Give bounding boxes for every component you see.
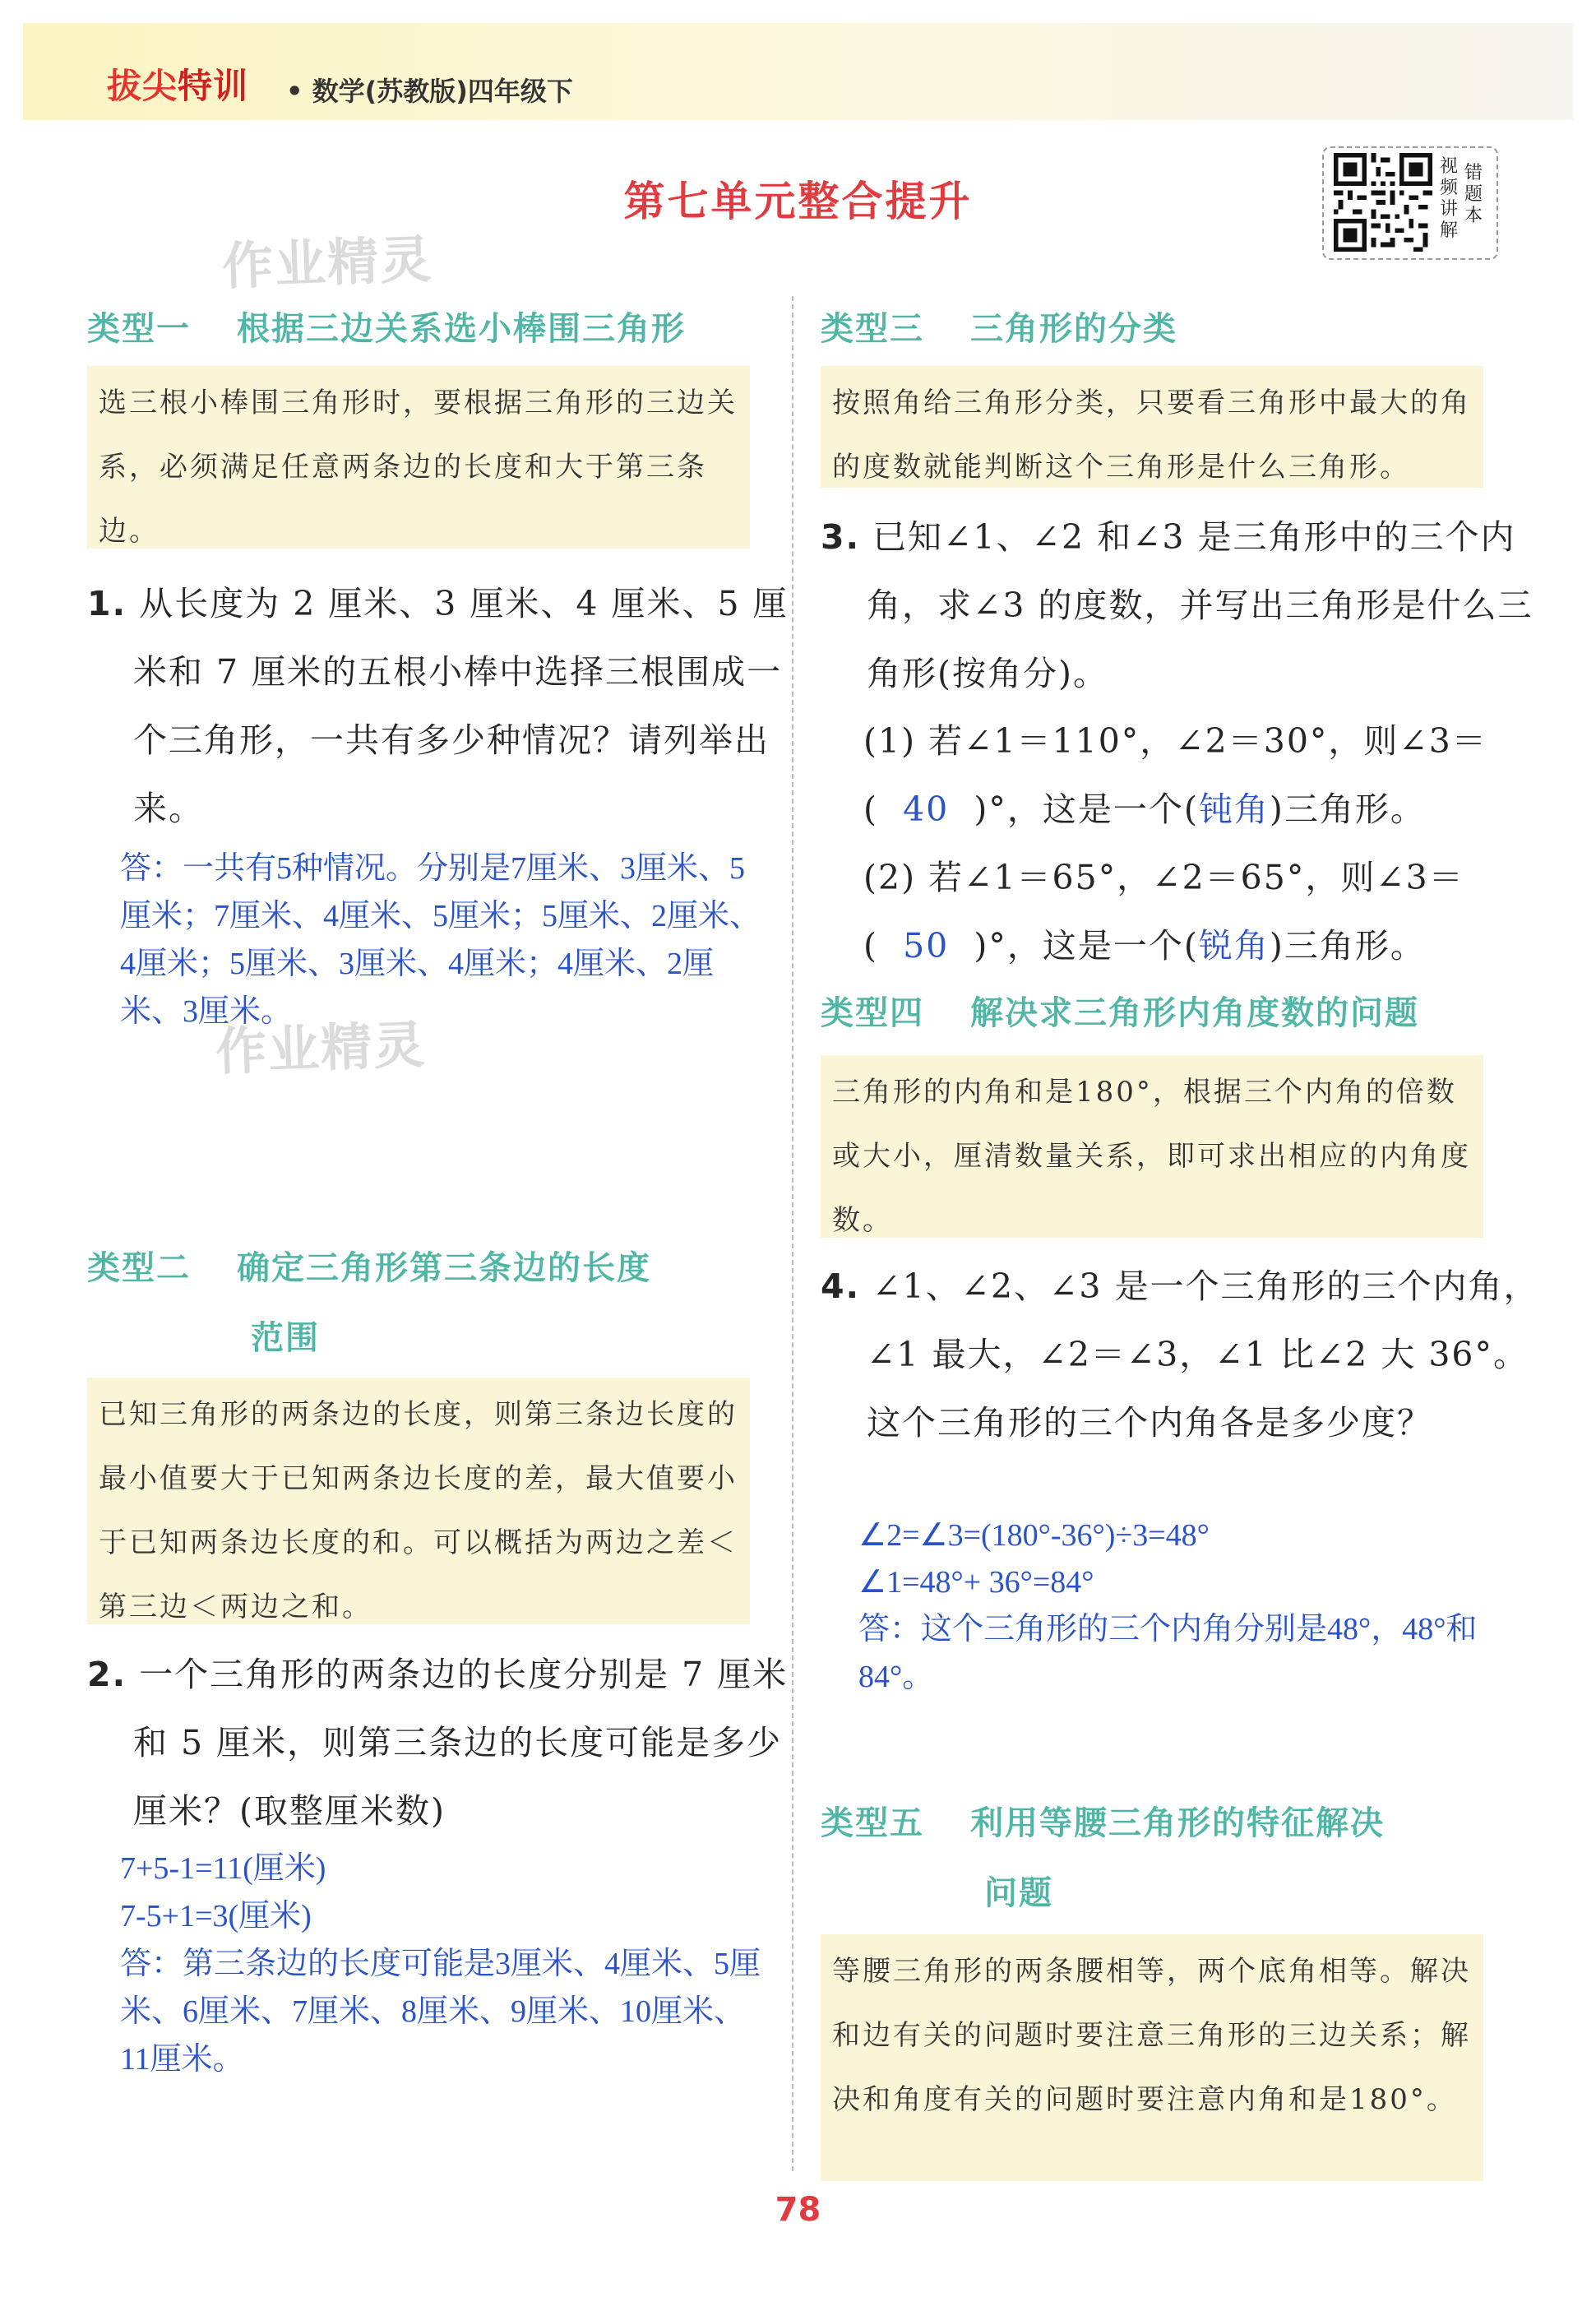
type1-tip: 选三根小棒围三角形时，要根据三角形的三边关系，必须满足任意两条边的长度和大于第三条边。 — [87, 366, 750, 549]
watermark: 作业精灵 — [214, 1014, 428, 1082]
question-3 — [821, 503, 1549, 708]
type2-tip: 已知三角形的两条边的长度，则第三条边长度的最小值要大于已知两条边长度的差，最大值要小于已知两条边长度的和。可以概括为两边之差＜第三边＜两边之和。 — [87, 1378, 750, 1624]
question-2-number: 2. — [87, 1655, 127, 1694]
type4-label: 类型四 — [821, 994, 924, 1032]
question-1 — [87, 570, 816, 843]
question-3-part1-answer: 40 — [903, 790, 950, 829]
question-3-part1-type: 钝角 — [1198, 790, 1270, 829]
type4-heading — [821, 987, 1419, 1034]
question-4 — [821, 1253, 1549, 1457]
question-2-answer-line3: 答：第三条边的长度可能是3厘米、4厘米、5厘米、6厘米、7厘米、8厘米、9厘米、10厘米、11厘米。 — [120, 1947, 761, 2077]
type2-label: 类型二 — [87, 1249, 191, 1287]
type3-heading — [821, 303, 1177, 350]
brand-part1: 拔尖 — [107, 66, 178, 106]
question-3-part2-prefix: (2) 若∠1＝65°，∠2＝65°，则∠3＝ — [863, 858, 1464, 897]
blank-end: )三角形。 — [1269, 926, 1426, 966]
type5-heading — [821, 1797, 1503, 1844]
type2-title: 确定三角形第三条边的长度 — [237, 1249, 651, 1287]
type3-tip: 按照角给三角形分类，只要看三角形中最大的角的度数就能判断这个三角形是什么三角形。 — [821, 366, 1483, 488]
type2-heading — [87, 1242, 770, 1289]
qr-label-error-book: 错题本 — [1464, 163, 1483, 226]
question-2-answer-line2: 7-5+1=3(厘米) — [120, 1899, 312, 1933]
book-subtitle: • 数学(苏教版)四年级下 — [286, 76, 573, 107]
brand-part2: 特训 — [178, 66, 249, 106]
type3-label: 类型三 — [821, 310, 924, 348]
question-4-number: 4. — [821, 1267, 861, 1306]
question-1-number: 1. — [87, 584, 127, 623]
question-4-answer-line1: ∠2=∠3=(180°-36°)÷3=48° — [858, 1518, 1210, 1553]
type3-title: 三角形的分类 — [970, 310, 1177, 348]
type4-tip: 三角形的内角和是180°，根据三个内角的倍数或大小，厘清数量关系，即可求出相应的内角度数。 — [821, 1055, 1483, 1238]
type1-title: 根据三边关系选小棒围三角形 — [237, 310, 686, 348]
type2-title-cont: 范围 — [251, 1319, 320, 1357]
question-3-number: 3. — [821, 517, 861, 557]
type5-title: 利用等腰三角形的特征解决 — [970, 1804, 1385, 1842]
question-3-text: 已知∠1、∠2 和∠3 是三角形中的三个内角，求∠3 的度数，并写出三角形是什么三角形(按角分)。 — [867, 517, 1534, 693]
question-3-part1-prefix: (1) 若∠1＝110°，∠2＝30°，则∠3＝ — [863, 721, 1487, 761]
question-4-answer-line2: ∠1=48°+ 36°=84° — [858, 1565, 1094, 1600]
page-number: 78 — [775, 2191, 821, 2229]
brand-logo — [107, 59, 248, 109]
type1-heading — [87, 303, 686, 350]
blank-open: ( — [863, 926, 878, 966]
blank-mid: )°，这是一个( — [974, 926, 1199, 966]
qr-label-video: 视频讲解 — [1439, 156, 1458, 241]
question-3-part2-answer: 50 — [903, 926, 950, 966]
question-4-text: ∠1、∠2、∠3 是一个三角形的三个内角，∠1 最大，∠2＝∠3，∠1 比∠2 大 36°。这个三角形的三个内角各是多少度？ — [867, 1267, 1539, 1443]
type5-tip: 等腰三角形的两条腰相等，两个底角相等。解决和边有关的问题时要注意三角形的三边关系；解决和角度有关的问题时要注意内角和是180°。 — [821, 1934, 1483, 2181]
type1-label: 类型一 — [87, 310, 191, 348]
watermark: 作业精灵 — [220, 229, 434, 297]
question-2-text: 一个三角形的两条边的长度分别是 7 厘米和 5 厘米，则第三条边的长度可能是多少厘米？(取整厘米数) — [133, 1655, 789, 1831]
question-2-answer-line1: 7+5-1=11(厘米) — [120, 1851, 326, 1886]
blank-end: )三角形。 — [1269, 790, 1426, 829]
header-band — [23, 23, 1573, 120]
blank-mid: )°，这是一个( — [974, 790, 1199, 829]
qr-code-icon[interactable] — [1334, 153, 1432, 252]
question-4-answer-line3: 答：这个三角形的三个内角分别是48°，48°和84°。 — [858, 1612, 1478, 1694]
blank-open: ( — [863, 790, 878, 829]
type5-title-cont: 问题 — [984, 1874, 1053, 1912]
page-title: 第七单元整合提升 — [623, 178, 973, 225]
question-1-answer: 答：一共有5种情况。分别是7厘米、3厘米、5厘米；7厘米、4厘米、5厘米；5厘米、2厘米、4厘米；5厘米、3厘米、4厘米；4厘米、2厘米、3厘米。 — [120, 851, 761, 1029]
question-3-part2-type: 锐角 — [1198, 926, 1270, 966]
question-1-text: 从长度为 2 厘米、3 厘米、4 厘米、5 厘米和 7 厘米的五根小棒中选择三根围成一个三角形，一共有多少种情况？请列举出来。 — [133, 584, 789, 828]
question-3-part1 — [863, 707, 1505, 844]
type5-label: 类型五 — [821, 1804, 924, 1842]
question-3-part2 — [863, 844, 1505, 980]
type4-title: 解决求三角形内角度数的问题 — [970, 994, 1419, 1032]
question-2 — [87, 1641, 816, 1845]
